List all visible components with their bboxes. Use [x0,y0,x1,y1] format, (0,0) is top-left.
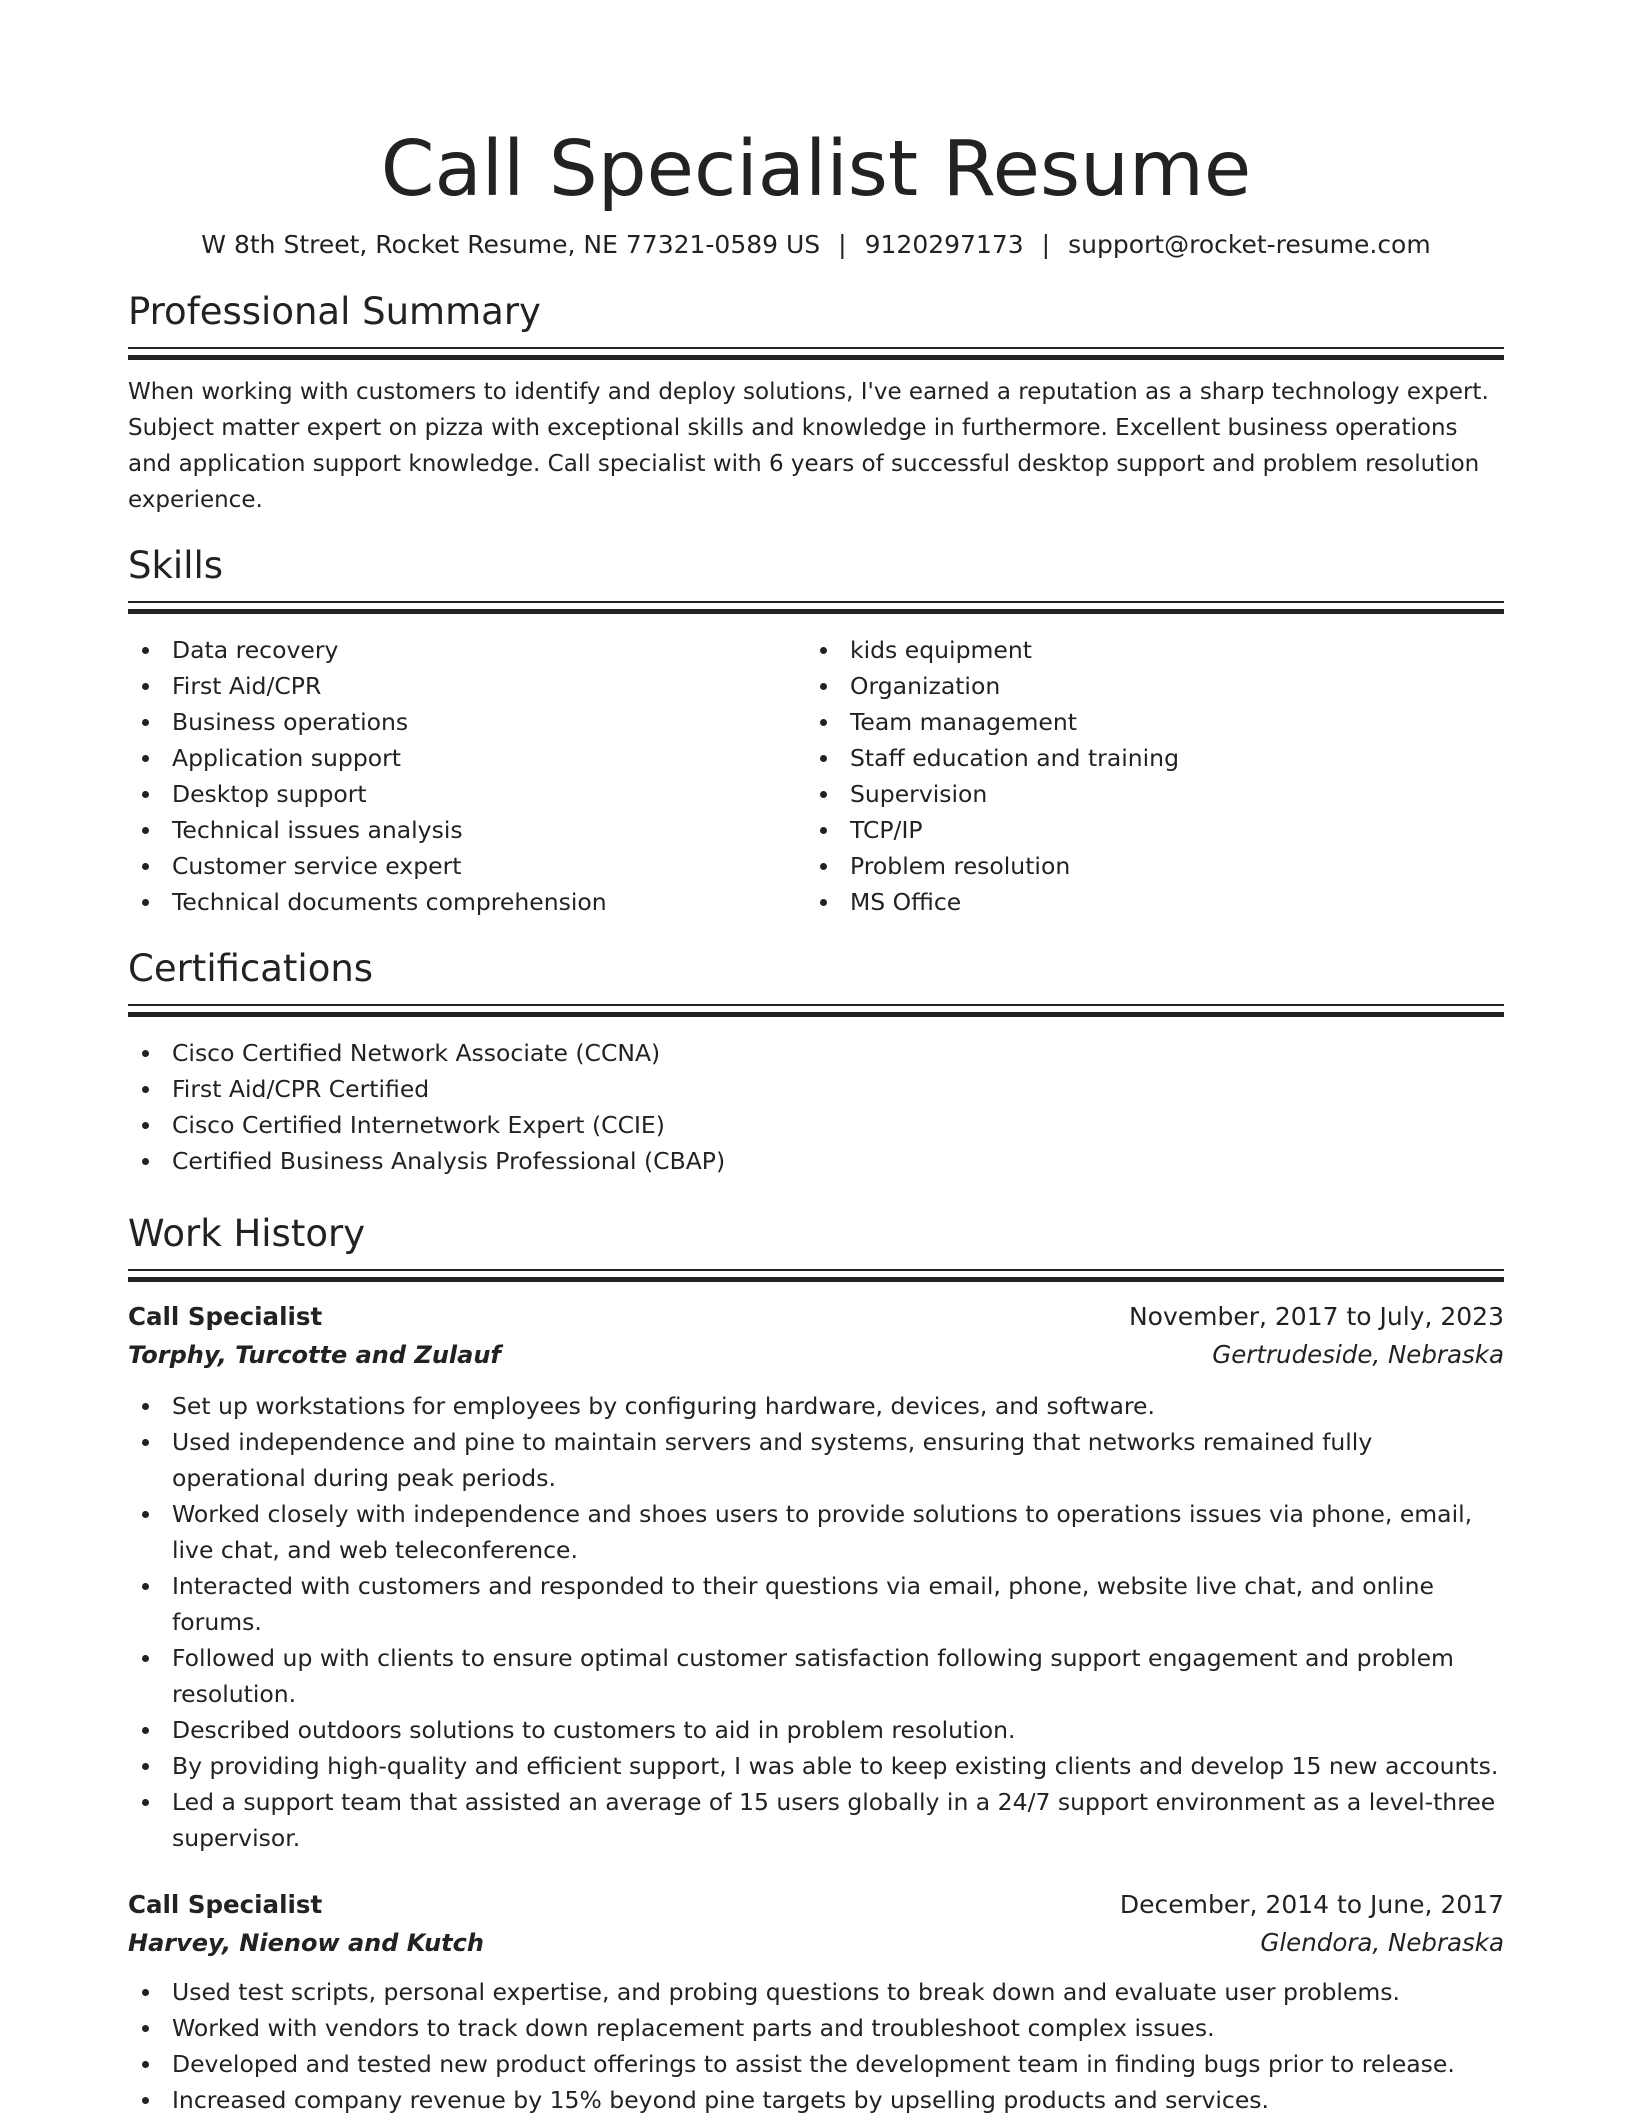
skills-heading: Skills [128,544,224,587]
skills-column-left [128,632,806,920]
skill-item: Customer service expert [128,848,806,884]
job-bullet: Worked with vendors to track down replacement parts and troubleshoot complex issues. [128,2010,1504,2046]
job-company: Torphy, Turcotte and Zulauf [128,1341,501,1369]
certifications-section [128,946,1504,1179]
skill-item: Data recovery [128,632,806,668]
resume-page [128,0,1504,2118]
skill-item: Application support [128,740,806,776]
job-header [128,1298,1504,1336]
job-bullet: Developed and tested new product offerings to assist the development team in finding bugs prior to release. [128,2046,1504,2082]
skill-item: Technical issues analysis [128,812,806,848]
skill-item: Technical documents comprehension [128,884,806,920]
certifications-heading: Certifications [128,947,374,990]
section-divider [128,347,1504,360]
job-bullet: By providing high-quality and efficient support, I was able to keep existing clients and develop 15 new accounts. [128,1748,1504,1784]
job-bullet: Increased company revenue by 15% beyond pine targets by upselling products and services. [128,2082,1504,2118]
skills-section [128,543,1504,920]
certification-item: Cisco Certified Internetwork Expert (CCIE) [128,1107,1504,1143]
skill-item: Desktop support [128,776,806,812]
skill-item: Staff education and training [806,740,1484,776]
skill-item: Organization [806,668,1484,704]
job-entry [128,1886,1504,2118]
skill-item: First Aid/CPR [128,668,806,704]
job-dates: December, 2014 to June, 2017 [1119,1890,1504,1919]
summary-heading: Professional Summary [128,290,541,333]
job-subheader [128,1336,1504,1374]
summary-text: When working with customers to identify and deploy solutions, I've earned a reputation as a sharp technology expert. Subject matter expert on pizza with exceptional skills and knowledge in furthermore. Excellent business operations and application support knowledge. Call specialist with 6 years of successful desktop support and problem resolution experience. [128,379,1489,513]
skill-item: Business operations [128,704,806,740]
skill-item: MS Office [806,884,1484,920]
job-header [128,1886,1504,1924]
certification-item: Certified Business Analysis Professional (CBAP) [128,1143,1504,1179]
job-bullet: Used independence and pine to maintain servers and systems, ensuring that networks remained fully operational during peak periods. [128,1424,1504,1496]
skills-grid [128,632,1504,920]
skill-item: Team management [806,704,1484,740]
contact-address: W 8th Street, Rocket Resume, NE 77321-0589 US [201,230,821,259]
job-location: Gertrudeside, Nebraska [1212,1340,1504,1369]
certifications-list [128,1035,1504,1179]
certification-item: First Aid/CPR Certified [128,1071,1504,1107]
section-divider [128,601,1504,614]
job-location: Glendora, Nebraska [1260,1928,1504,1957]
job-bullet: Followed up with clients to ensure optimal customer satisfaction following support engagement and problem resolution. [128,1640,1504,1712]
contact-line [128,228,1504,262]
work-history-section [128,1211,1504,2118]
job-title: Call Specialist [128,1890,323,1919]
job-bullet: Interacted with customers and responded to their questions via email, phone, website live chat, and online forums. [128,1568,1504,1640]
skills-column-right [806,632,1484,920]
job-dates: November, 2017 to July, 2023 [1128,1302,1504,1331]
contact-separator: | [838,230,847,259]
work-history-heading: Work History [128,1212,366,1255]
job-bullet: Led a support team that assisted an average of 15 users globally in a 24/7 support environment as a level-three supervisor. [128,1784,1504,1856]
job-entry [128,1298,1504,1856]
job-bullets [128,1974,1504,2118]
skill-item: Supervision [806,776,1484,812]
job-bullet: Described outdoors solutions to customers to aid in problem resolution. [128,1712,1504,1748]
section-divider [128,1269,1504,1282]
skill-item: TCP/IP [806,812,1484,848]
certification-item: Cisco Certified Network Associate (CCNA) [128,1035,1504,1071]
job-title: Call Specialist [128,1302,323,1331]
contact-email: support@rocket-resume.com [1068,230,1431,259]
contact-separator: | [1041,230,1051,259]
resume-title: Call Specialist Resume [380,125,1252,214]
job-company: Harvey, Nienow and Kutch [128,1929,484,1957]
job-bullets [128,1388,1504,1856]
contact-phone: 9120297173 [864,230,1024,259]
job-subheader [128,1924,1504,1962]
skill-item: kids equipment [806,632,1484,668]
summary-section [128,289,1504,518]
job-bullet: Used test scripts, personal expertise, and probing questions to break down and evaluate user problems. [128,1974,1504,2010]
job-bullet: Worked closely with independence and shoes users to provide solutions to operations issues via phone, email, live chat, and web teleconference. [128,1496,1504,1568]
skill-item: Problem resolution [806,848,1484,884]
section-divider [128,1004,1504,1017]
job-bullet: Set up workstations for employees by configuring hardware, devices, and software. [128,1388,1504,1424]
